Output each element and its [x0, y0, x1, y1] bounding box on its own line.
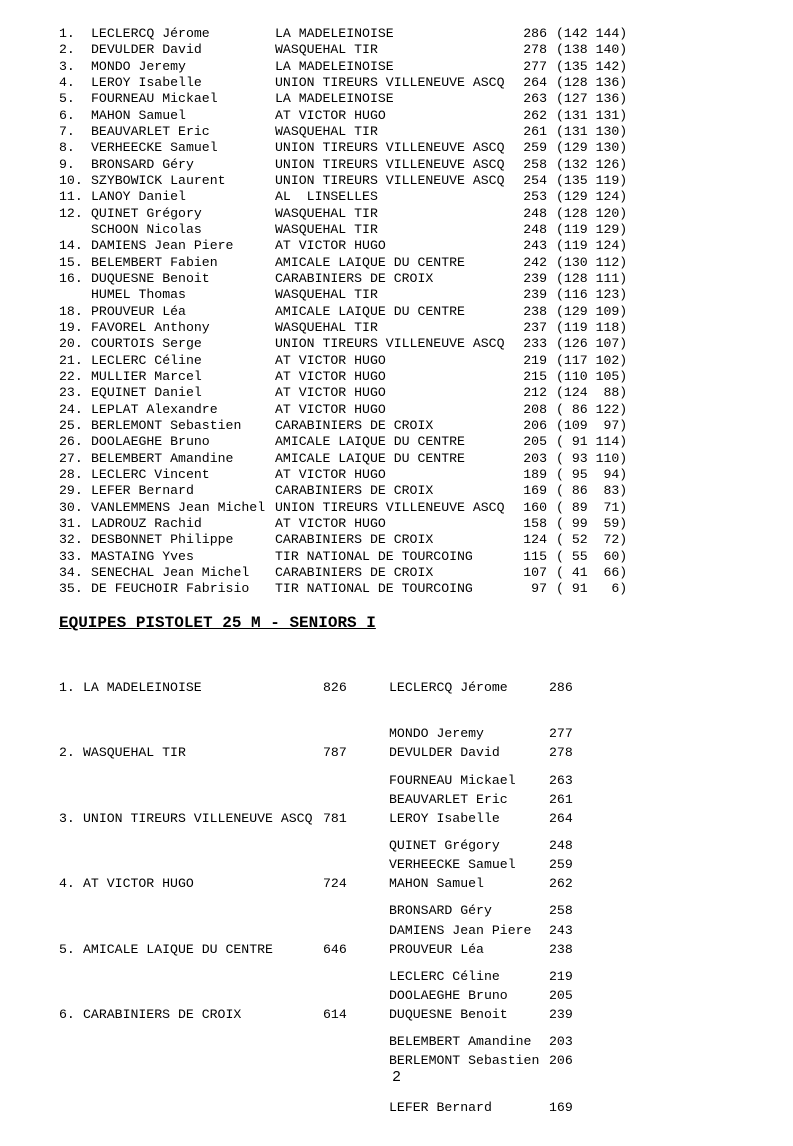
- series-scores: (142 144): [556, 26, 628, 41]
- club-name: UNION TIREURS VILLENEUVE ASCQ: [275, 499, 505, 515]
- shooter-name: HUMEL Thomas: [91, 287, 186, 303]
- rank: 14.: [59, 238, 83, 254]
- shooter-name: LECLERC Céline: [91, 352, 202, 368]
- rank: 22.: [59, 368, 83, 384]
- result-row: [59, 222, 759, 238]
- total-score: 239: [523, 270, 547, 286]
- series-scores: (129 109): [556, 303, 628, 319]
- rank: 28.: [59, 466, 83, 482]
- series-scores: (109 97): [556, 417, 628, 433]
- total-score: 238: [523, 303, 547, 319]
- club-name: WASQUEHAL TIR: [275, 319, 378, 335]
- rank: 19.: [59, 319, 83, 335]
- member-name: DAMIENS Jean Piere: [389, 922, 532, 938]
- shooter-name: FAVOREL Anthony: [91, 319, 210, 335]
- member-score: 277: [549, 726, 573, 742]
- shooter-name: DOOLAEGHE Bruno: [91, 434, 210, 450]
- shooter-name: EQUINET Daniel: [91, 385, 202, 401]
- club-name: LA MADELEINOISE: [275, 26, 394, 41]
- rank: 18.: [59, 303, 83, 319]
- member-name: PROUVEUR Léa: [389, 941, 484, 957]
- member-score: 238: [549, 941, 573, 957]
- member-score: 264: [549, 810, 573, 826]
- total-score: 278: [523, 42, 547, 58]
- rank: 6.: [59, 107, 75, 123]
- result-row: [59, 189, 759, 205]
- rank: 31.: [59, 515, 83, 531]
- rank: 34.: [59, 564, 83, 580]
- total-score: 253: [523, 189, 547, 205]
- total-score: 107: [523, 564, 547, 580]
- member-name: DEVULDER David: [389, 745, 500, 761]
- series-scores: ( 52 72): [556, 532, 628, 548]
- member-score: 206: [549, 1053, 573, 1069]
- result-row: [59, 549, 759, 565]
- result-row: [59, 91, 759, 107]
- total-score: 264: [523, 74, 547, 90]
- rank: 26.: [59, 434, 83, 450]
- club-name: WASQUEHAL TIR: [275, 221, 378, 237]
- series-scores: (124 88): [556, 385, 628, 401]
- series-scores: (126 107): [556, 336, 628, 352]
- total-score: 169: [523, 483, 547, 499]
- team-club: LA MADELEINOISE: [83, 680, 202, 695]
- series-scores: (127 136): [556, 91, 628, 107]
- individual-results-list: [59, 26, 759, 597]
- series-scores: ( 86 83): [556, 483, 628, 499]
- shooter-name: MULLIER Marcel: [91, 368, 202, 384]
- total-score: 242: [523, 254, 547, 270]
- club-name: TIR NATIONAL DE TOURCOING: [275, 548, 473, 564]
- team-score: 781: [323, 810, 347, 826]
- club-name: WASQUEHAL TIR: [275, 123, 378, 139]
- club-name: CARABINIERS DE CROIX: [275, 532, 434, 548]
- rank: 27.: [59, 450, 83, 466]
- shooter-name: BERLEMONT Sebastien: [91, 417, 242, 433]
- total-score: 262: [523, 107, 547, 123]
- club-name: AT VICTOR HUGO: [275, 401, 386, 417]
- member-name: DUQUESNE Benoit: [389, 1006, 508, 1022]
- result-row: [59, 238, 759, 254]
- total-score: 124: [523, 532, 547, 548]
- shooter-name: LEFER Bernard: [91, 483, 194, 499]
- club-name: AT VICTOR HUGO: [275, 352, 386, 368]
- rank: 11.: [59, 189, 83, 205]
- series-scores: ( 95 94): [556, 466, 628, 482]
- member-score: 259: [549, 857, 573, 873]
- team-block: [59, 977, 699, 1115]
- total-score: 97: [531, 581, 547, 597]
- result-row: [59, 26, 759, 42]
- member-score: 203: [549, 1034, 573, 1050]
- club-name: CARABINIERS DE CROIX: [275, 417, 434, 433]
- total-score: 208: [523, 401, 547, 417]
- member-score: 258: [549, 903, 573, 919]
- total-score: 206: [523, 417, 547, 433]
- team-club: AT VICTOR HUGO: [83, 876, 194, 892]
- club-name: UNION TIREURS VILLENEUVE ASCQ: [275, 140, 505, 156]
- total-score: 158: [523, 515, 547, 531]
- member-name: BELEMBERT Amandine: [389, 1034, 532, 1050]
- total-score: 205: [523, 434, 547, 450]
- member-score: 248: [549, 838, 573, 854]
- series-scores: ( 41 66): [556, 564, 628, 580]
- club-name: WASQUEHAL TIR: [275, 205, 378, 221]
- result-row: [59, 565, 759, 581]
- series-scores: (135 142): [556, 58, 628, 74]
- member-name: BEAUVARLET Eric: [389, 791, 508, 807]
- series-scores: (119 124): [556, 238, 628, 254]
- club-name: WASQUEHAL TIR: [275, 42, 378, 58]
- member-name: BRONSARD Géry: [389, 903, 492, 919]
- rank: 10.: [59, 172, 83, 188]
- rank: 1.: [59, 26, 75, 41]
- club-name: CARABINIERS DE CROIX: [275, 483, 434, 499]
- series-scores: (131 131): [556, 107, 628, 123]
- shooter-name: SZYBOWICK Laurent: [91, 172, 226, 188]
- club-name: WASQUEHAL TIR: [275, 287, 378, 303]
- result-row: [59, 500, 759, 516]
- rank: 24.: [59, 401, 83, 417]
- shooter-name: FOURNEAU Mickael: [91, 91, 218, 107]
- shooter-name: LECLERC Vincent: [91, 466, 210, 482]
- shooter-name: LECLERCQ Jérome: [91, 26, 210, 41]
- result-row: [59, 287, 759, 303]
- team-rank: 2.: [59, 745, 75, 761]
- team-score: 614: [323, 1006, 347, 1022]
- series-scores: ( 89 71): [556, 499, 628, 515]
- member-score: 278: [549, 745, 573, 761]
- result-row: [59, 451, 759, 467]
- result-row: [59, 467, 759, 483]
- shooter-name: DAMIENS Jean Piere: [91, 238, 234, 254]
- series-scores: (131 130): [556, 123, 628, 139]
- shooter-name: QUINET Grégory: [91, 205, 202, 221]
- series-scores: (128 136): [556, 74, 628, 90]
- series-scores: (138 140): [556, 42, 628, 58]
- result-row: [59, 108, 759, 124]
- rank: 35.: [59, 581, 83, 597]
- club-name: AMICALE LAIQUE DU CENTRE: [275, 303, 465, 319]
- club-name: AMICALE LAIQUE DU CENTRE: [275, 434, 465, 450]
- member-name: QUINET Grégory: [389, 838, 500, 854]
- team-rank: 3.: [59, 810, 75, 826]
- team-score: 787: [323, 745, 347, 761]
- member-name: BERLEMONT Sebastien: [389, 1053, 540, 1069]
- club-name: AT VICTOR HUGO: [275, 238, 386, 254]
- member-score: 239: [549, 1006, 573, 1022]
- club-name: UNION TIREURS VILLENEUVE ASCQ: [275, 74, 505, 90]
- club-name: AMICALE LAIQUE DU CENTRE: [275, 450, 465, 466]
- total-score: 263: [523, 91, 547, 107]
- shooter-name: DE FEUCHOIR Fabrisio: [91, 581, 250, 597]
- club-name: UNION TIREURS VILLENEUVE ASCQ: [275, 172, 505, 188]
- club-name: AL LINSELLES: [275, 189, 378, 205]
- rank: 20.: [59, 336, 83, 352]
- shooter-name: MAHON Samuel: [91, 107, 186, 123]
- club-name: AMICALE LAIQUE DU CENTRE: [275, 254, 465, 270]
- series-scores: ( 91 114): [556, 434, 628, 450]
- series-scores: (129 130): [556, 140, 628, 156]
- rank: 23.: [59, 385, 83, 401]
- member-score: 263: [549, 772, 573, 788]
- team-rank: 5.: [59, 941, 75, 957]
- rank: 8.: [59, 140, 75, 156]
- rank: 30.: [59, 499, 83, 515]
- result-row: [59, 271, 759, 287]
- member-score: 286: [549, 680, 573, 695]
- team-score: 724: [323, 876, 347, 892]
- team-club: WASQUEHAL TIR: [83, 745, 186, 761]
- result-row: [59, 255, 759, 271]
- total-score: 286: [523, 26, 547, 41]
- club-name: CARABINIERS DE CROIX: [275, 564, 434, 580]
- shooter-name: LADROUZ Rachid: [91, 515, 202, 531]
- result-row: [59, 206, 759, 222]
- club-name: UNION TIREURS VILLENEUVE ASCQ: [275, 156, 505, 172]
- series-scores: (128 111): [556, 270, 628, 286]
- member-score: 169: [549, 1099, 573, 1115]
- club-name: AT VICTOR HUGO: [275, 385, 386, 401]
- total-score: 115: [523, 548, 547, 564]
- total-score: 237: [523, 319, 547, 335]
- member-score: 243: [549, 922, 573, 938]
- rank: 4.: [59, 74, 75, 90]
- total-score: 254: [523, 172, 547, 188]
- total-score: 248: [523, 221, 547, 237]
- result-row: [59, 140, 759, 156]
- shooter-name: BELEMBERT Fabien: [91, 254, 218, 270]
- shooter-name: SCHOON Nicolas: [91, 221, 202, 237]
- member-name: FOURNEAU Mickael: [389, 772, 516, 788]
- rank: 25.: [59, 417, 83, 433]
- member-score: 262: [549, 876, 573, 892]
- team-club: UNION TIREURS VILLENEUVE ASCQ: [83, 810, 313, 826]
- member-name: MONDO Jeremy: [389, 726, 484, 742]
- series-scores: ( 91 6): [556, 581, 628, 597]
- result-row: [59, 581, 759, 597]
- team-rank: 4.: [59, 876, 75, 892]
- series-scores: ( 55 60): [556, 548, 628, 564]
- result-row: [59, 353, 759, 369]
- series-scores: (132 126): [556, 156, 628, 172]
- total-score: 277: [523, 58, 547, 74]
- shooter-name: DESBONNET Philippe: [91, 532, 234, 548]
- club-name: TIR NATIONAL DE TOURCOING: [275, 581, 473, 597]
- series-scores: (130 112): [556, 254, 628, 270]
- rank: 16.: [59, 270, 83, 286]
- result-row: [59, 516, 759, 532]
- shooter-name: VANLEMMENS Jean Michel: [91, 499, 266, 515]
- member-name: LECLERCQ Jérome: [389, 680, 508, 695]
- total-score: 212: [523, 385, 547, 401]
- series-scores: (129 124): [556, 189, 628, 205]
- team-results-list: [59, 650, 699, 1115]
- shooter-name: LEPLAT Alexandre: [91, 401, 218, 417]
- club-name: AT VICTOR HUGO: [275, 515, 386, 531]
- result-row: [59, 75, 759, 91]
- series-scores: ( 93 110): [556, 450, 628, 466]
- team-rank: 1.: [59, 680, 75, 695]
- team-rank: 6.: [59, 1006, 75, 1022]
- club-name: AT VICTOR HUGO: [275, 368, 386, 384]
- shooter-name: VERHEECKE Samuel: [91, 140, 218, 156]
- series-scores: (128 120): [556, 205, 628, 221]
- club-name: LA MADELEINOISE: [275, 58, 394, 74]
- team-score: 646: [323, 941, 347, 957]
- rank: 29.: [59, 483, 83, 499]
- series-scores: (116 123): [556, 287, 628, 303]
- rank: 12.: [59, 205, 83, 221]
- shooter-name: COURTOIS Serge: [91, 336, 202, 352]
- club-name: CARABINIERS DE CROIX: [275, 270, 434, 286]
- series-scores: (119 118): [556, 319, 628, 335]
- member-score: 205: [549, 987, 573, 1003]
- shooter-name: MONDO Jeremy: [91, 58, 186, 74]
- member-score: 219: [549, 968, 573, 984]
- result-row: [59, 157, 759, 173]
- result-row: [59, 418, 759, 434]
- shooter-name: LANOY Daniel: [91, 189, 186, 205]
- result-row: [59, 532, 759, 548]
- result-row: [59, 483, 759, 499]
- member-name: DOOLAEGHE Bruno: [389, 987, 508, 1003]
- result-row: [59, 42, 759, 58]
- shooter-name: PROUVEUR Léa: [91, 303, 186, 319]
- member-name: LECLERC Céline: [389, 968, 500, 984]
- page-number: 2: [392, 1068, 401, 1085]
- club-name: AT VICTOR HUGO: [275, 466, 386, 482]
- rank: 15.: [59, 254, 83, 270]
- rank: 9.: [59, 156, 75, 172]
- team-club: CARABINIERS DE CROIX: [83, 1006, 242, 1022]
- result-row: [59, 336, 759, 352]
- series-scores: ( 99 59): [556, 515, 628, 531]
- total-score: 189: [523, 466, 547, 482]
- shooter-name: SENECHAL Jean Michel: [91, 564, 250, 580]
- rank: 3.: [59, 58, 75, 74]
- shooter-name: BEAUVARLET Eric: [91, 123, 210, 139]
- result-row: [59, 173, 759, 189]
- member-name: LEFER Bernard: [389, 1099, 492, 1115]
- club-name: LA MADELEINOISE: [275, 91, 394, 107]
- series-scores: (117 102): [556, 352, 628, 368]
- team-club: AMICALE LAIQUE DU CENTRE: [83, 941, 273, 957]
- result-row: [59, 59, 759, 75]
- club-name: UNION TIREURS VILLENEUVE ASCQ: [275, 336, 505, 352]
- total-score: 259: [523, 140, 547, 156]
- member-name: MAHON Samuel: [389, 876, 484, 892]
- team-section-title: EQUIPES PISTOLET 25 M - SENIORS I: [59, 614, 376, 632]
- total-score: 243: [523, 238, 547, 254]
- result-row: [59, 434, 759, 450]
- series-scores: (110 105): [556, 368, 628, 384]
- shooter-name: BRONSARD Géry: [91, 156, 194, 172]
- total-score: 239: [523, 287, 547, 303]
- result-row: [59, 320, 759, 336]
- rank: 7.: [59, 123, 75, 139]
- series-scores: (119 129): [556, 221, 628, 237]
- series-scores: (135 119): [556, 172, 628, 188]
- result-row: [59, 385, 759, 401]
- series-scores: ( 86 122): [556, 401, 628, 417]
- result-row: [59, 369, 759, 385]
- member-score: 261: [549, 791, 573, 807]
- team-score: 826: [323, 680, 347, 695]
- shooter-name: DUQUESNE Benoit: [91, 270, 210, 286]
- result-row: [59, 124, 759, 140]
- member-name: VERHEECKE Samuel: [389, 857, 516, 873]
- total-score: 215: [523, 368, 547, 384]
- total-score: 248: [523, 205, 547, 221]
- result-row: [59, 402, 759, 418]
- shooter-name: BELEMBERT Amandine: [91, 450, 234, 466]
- rank: 33.: [59, 548, 83, 564]
- total-score: 160: [523, 499, 547, 515]
- rank: 21.: [59, 352, 83, 368]
- total-score: 258: [523, 156, 547, 172]
- rank: 2.: [59, 42, 75, 58]
- total-score: 203: [523, 450, 547, 466]
- shooter-name: LEROY Isabelle: [91, 74, 202, 90]
- club-name: AT VICTOR HUGO: [275, 107, 386, 123]
- result-row: [59, 304, 759, 320]
- rank: 32.: [59, 532, 83, 548]
- shooter-name: MASTAING Yves: [91, 548, 194, 564]
- rank: 5.: [59, 91, 75, 107]
- total-score: 233: [523, 336, 547, 352]
- total-score: 261: [523, 123, 547, 139]
- shooter-name: DEVULDER David: [91, 42, 202, 58]
- member-name: LEROY Isabelle: [389, 810, 500, 826]
- total-score: 219: [523, 352, 547, 368]
